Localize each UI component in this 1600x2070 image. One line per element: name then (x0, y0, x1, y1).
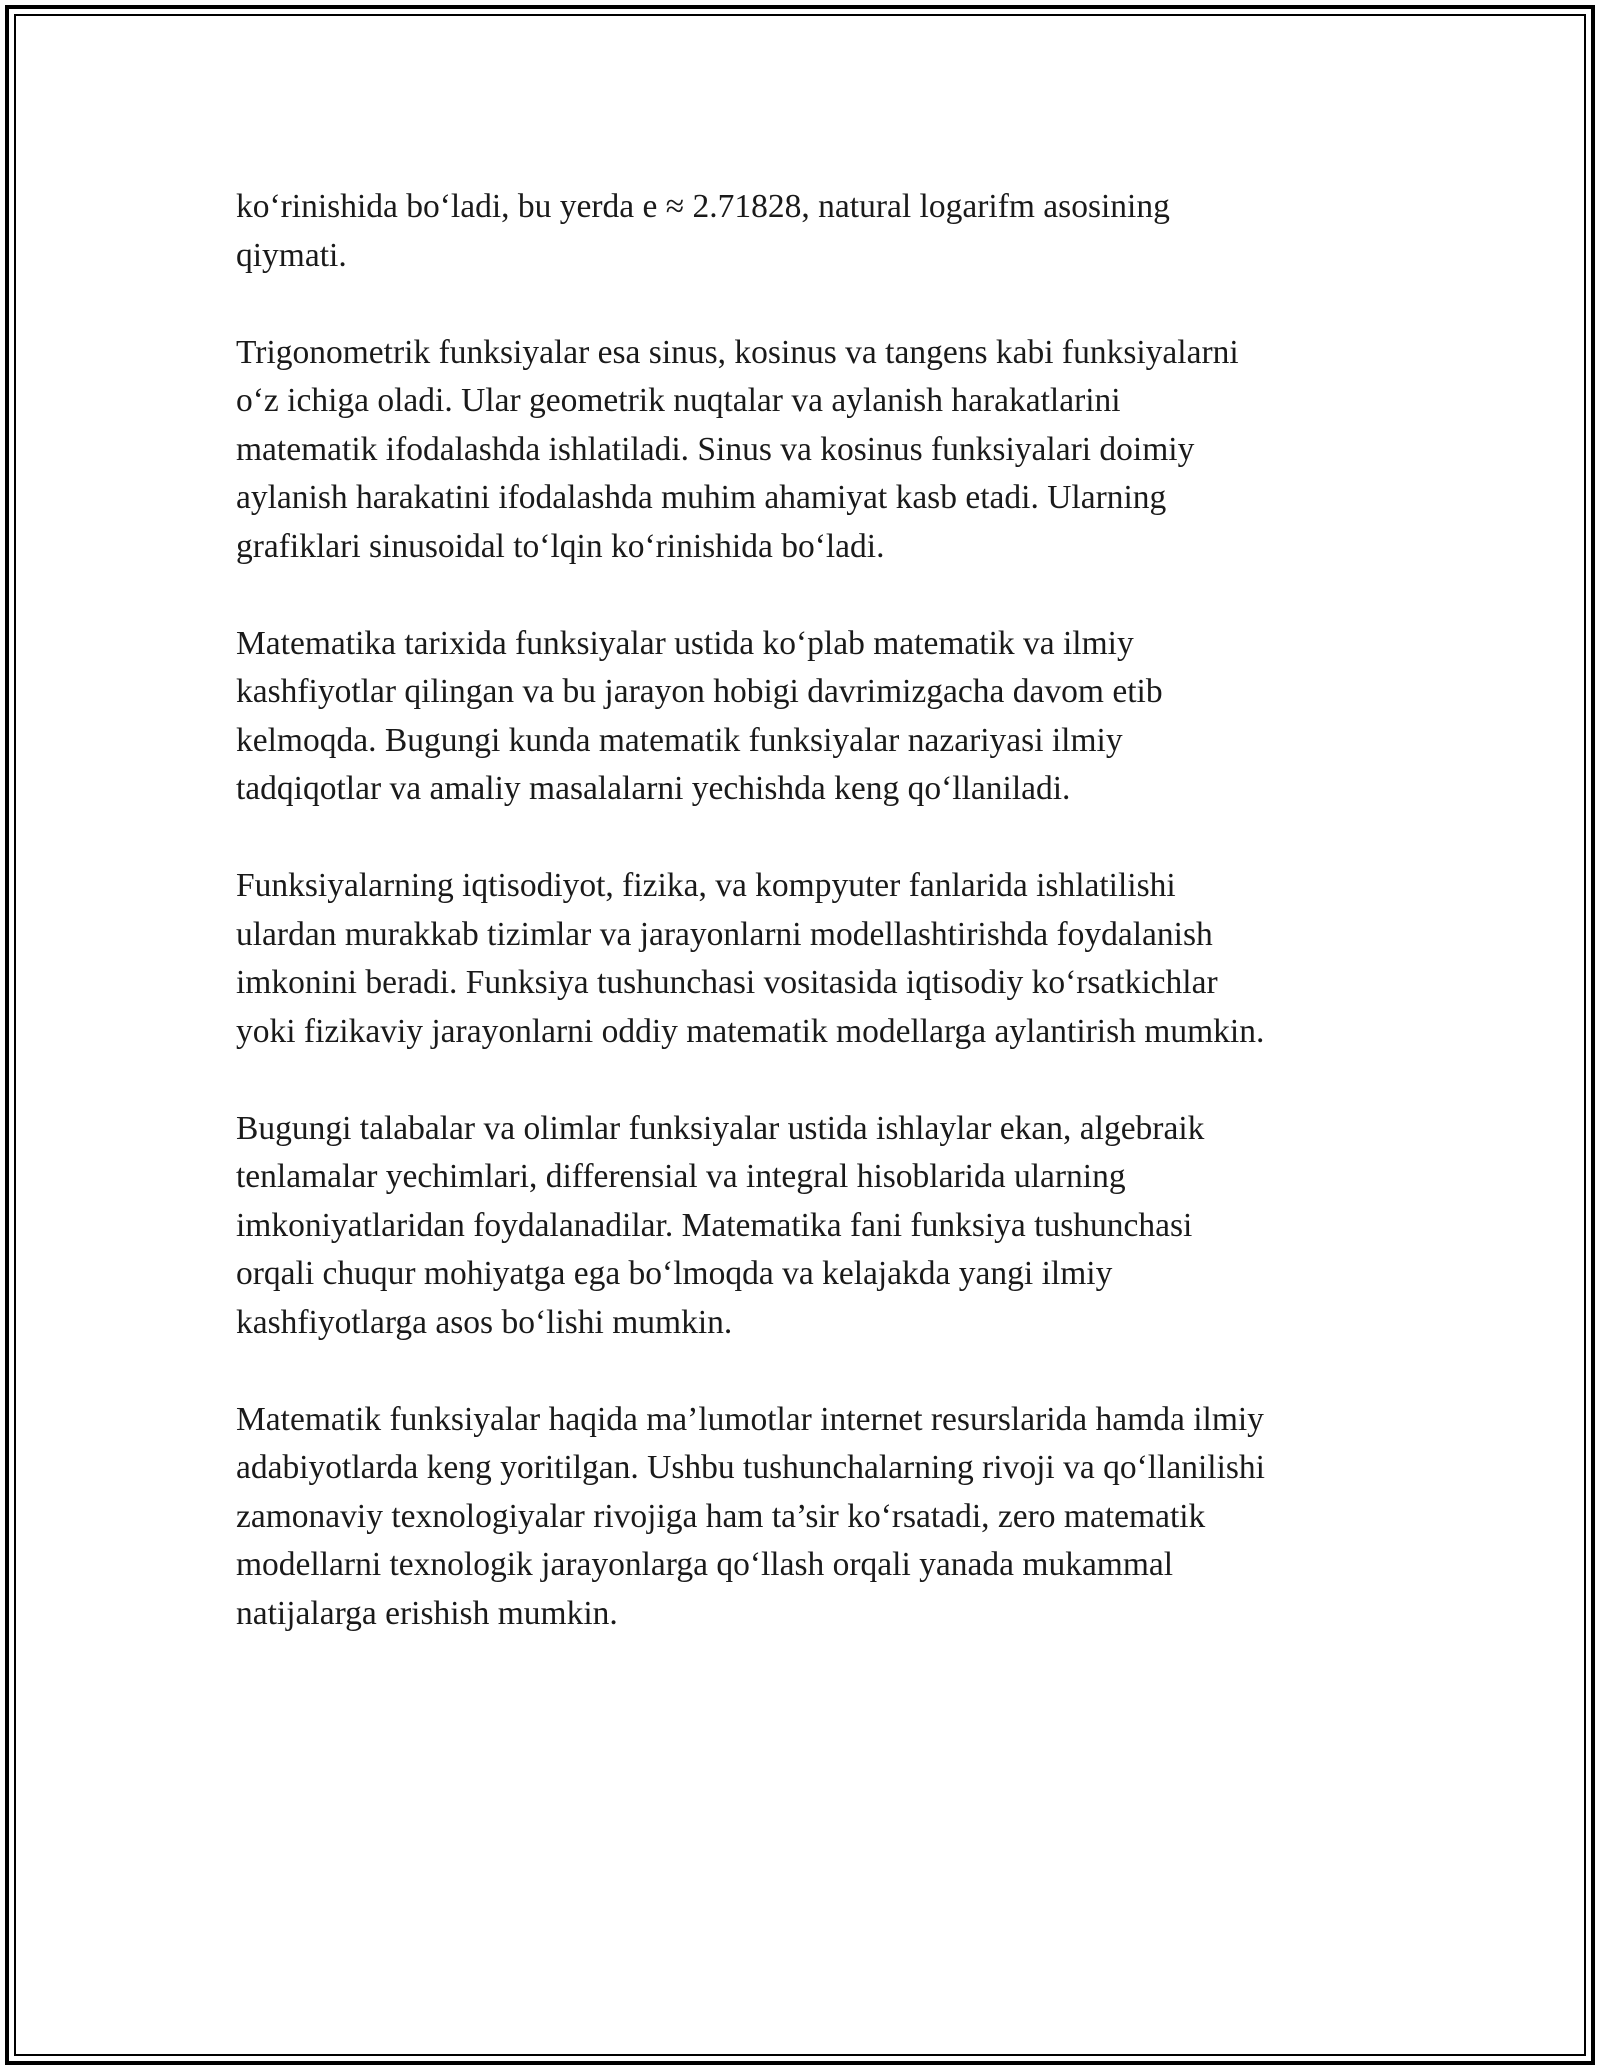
paragraph: ko‘rinishida bo‘ladi, bu yerda e ≈ 2.71828, natural logarifm asosining qiymati. (236, 188, 1170, 274)
paragraph: Matematika tarixida funksiyalar ustida ko‘plab matematik va ilmiy kashfiyotlar qilingan va bu jarayon hobigi davrimizgacha davom etib kelmoqda. Bugungi kunda matematik funksiyalar nazariyasi ilmiy tadqiqotlar va amaliy masalalarni yechishda keng qo‘llaniladi. (236, 624, 1163, 807)
document-body (236, 183, 1376, 1687)
paragraph: Trigonometrik funksiyalar esa sinus, kosinus va tangens kabi funksiyalarni o‘z ichiga oladi. Ular geometrik nuqtalar va aylanish harakatlarini matematik ifodalashda ishlatiladi. Sinus va kosinus funksiyalari doimiy aylanish harakatini ifodalashda muhim ahamiyat kasb etadi. Ularning grafiklari sinusoidal to‘lqin ko‘rinishida bo‘ladi. (236, 333, 1239, 565)
paragraph: Funksiyalarning iqtisodiyot, fizika, va kompyuter fanlarida ishlatilishi ulardan murakkab tizimlar va jarayonlarni modellashtirishda foydalanish imkonini beradi. Funksiya tushunchasi vositasida iqtisodiy ko‘rsatkichlar yoki fizikaviy jarayonlarni oddiy matematik modellarga aylantirish mumkin. (236, 867, 1265, 1050)
paragraph: Matematik funksiyalar haqida ma’lumotlar internet resurslarida hamda ilmiy adabiyotlarda keng yoritilgan. Ushbu tushunchalarning rivoji va qo‘llanilishi zamonaviy texnologiyalar rivojiga ham ta’sir ko‘rsatadi, zero matematik modellarni texnologik jarayonlarga qo‘llash orqali yanada mukammal natijalarga erishish mumkin. (236, 1400, 1265, 1632)
paragraph: Bugungi talabalar va olimlar funksiyalar ustida ishlaylar ekan, algebraik tenlamalar yechimlari, differensial va integral hisoblarida ularning imkoniyatlaridan foydalanadilar. Matematika fani funksiya tushunchasi orqali chuqur mohiyatga ega bo‘lmoqda va kelajakda yangi ilmiy kashfiyotlarga asos bo‘lishi mumkin. (236, 1109, 1205, 1341)
